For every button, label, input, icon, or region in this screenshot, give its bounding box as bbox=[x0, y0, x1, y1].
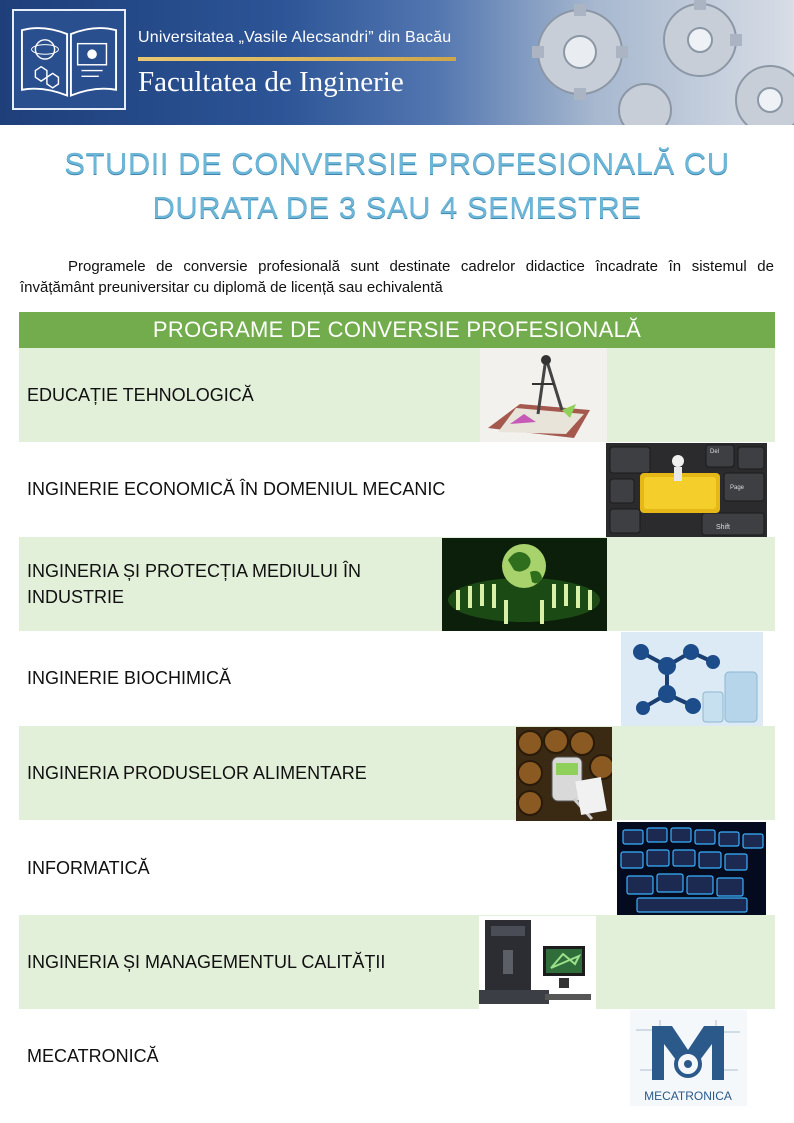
svg-text:Del: Del bbox=[710, 449, 720, 455]
row-label: EDUCAȚIE TEHNOLOGICĂ bbox=[27, 385, 254, 405]
blue-keyboard-icon bbox=[617, 822, 766, 915]
drafting-compass-icon bbox=[480, 348, 607, 442]
header-banner bbox=[0, 0, 794, 125]
page-title bbox=[40, 142, 754, 230]
title-line-1: STUDII DE CONVERSIE PROFESIONALĂ CU bbox=[64, 146, 730, 181]
svg-text:Page: Page bbox=[730, 485, 745, 491]
svg-text:Shift: Shift bbox=[716, 524, 731, 531]
row-label: INGINERIA ȘI MANAGEMENTUL CALITĂȚII bbox=[27, 952, 386, 972]
table-row bbox=[19, 537, 775, 631]
faculty-name: Facultatea de Inginerie bbox=[138, 66, 404, 98]
business-keyboard-icon bbox=[606, 443, 767, 537]
molecule-flask-icon bbox=[621, 632, 763, 726]
row-label: MECATRONICĂ bbox=[27, 1046, 159, 1066]
green-globe-icon bbox=[442, 538, 607, 631]
measuring-machine-icon bbox=[479, 916, 596, 1009]
intro-paragraph bbox=[20, 256, 774, 298]
title-line-2: DURATA DE 3 SAU 4 SEMESTRE bbox=[152, 190, 642, 225]
row-label: INGINERIA ȘI PROTECȚIA MEDIULUI ÎN INDUSTRIE bbox=[27, 561, 362, 607]
row-label: INGINERIA PRODUSELOR ALIMENTARE bbox=[27, 763, 367, 783]
row-label: INGINERIE BIOCHIMICĂ bbox=[27, 668, 232, 688]
table-row bbox=[19, 915, 775, 1009]
mecatronica-logo-text: MECATRONICA bbox=[644, 1089, 732, 1103]
gold-divider bbox=[138, 57, 456, 61]
food-thermometer-icon bbox=[516, 727, 612, 821]
gears-icon bbox=[470, 0, 794, 125]
intro-text: Programele de conversie profesională sunt destinate cadrelor didactice încadrate în sistemul de învățământ preuniversitar cu diplomă de licență sau echivalentă bbox=[20, 258, 774, 296]
mecatronica-logo-icon bbox=[630, 1010, 747, 1106]
table-row bbox=[19, 726, 775, 820]
university-book-logo-icon bbox=[12, 9, 126, 110]
table-row bbox=[19, 348, 775, 442]
row-label: INGINERIE ECONOMICĂ ÎN DOMENIUL MECANIC bbox=[27, 479, 446, 499]
table-header: PROGRAME DE CONVERSIE PROFESIONALĂ bbox=[19, 312, 775, 348]
university-name: Universitatea „Vasile Alecsandri” din Bacău bbox=[138, 29, 452, 46]
row-label: INFORMATICĂ bbox=[27, 858, 150, 878]
